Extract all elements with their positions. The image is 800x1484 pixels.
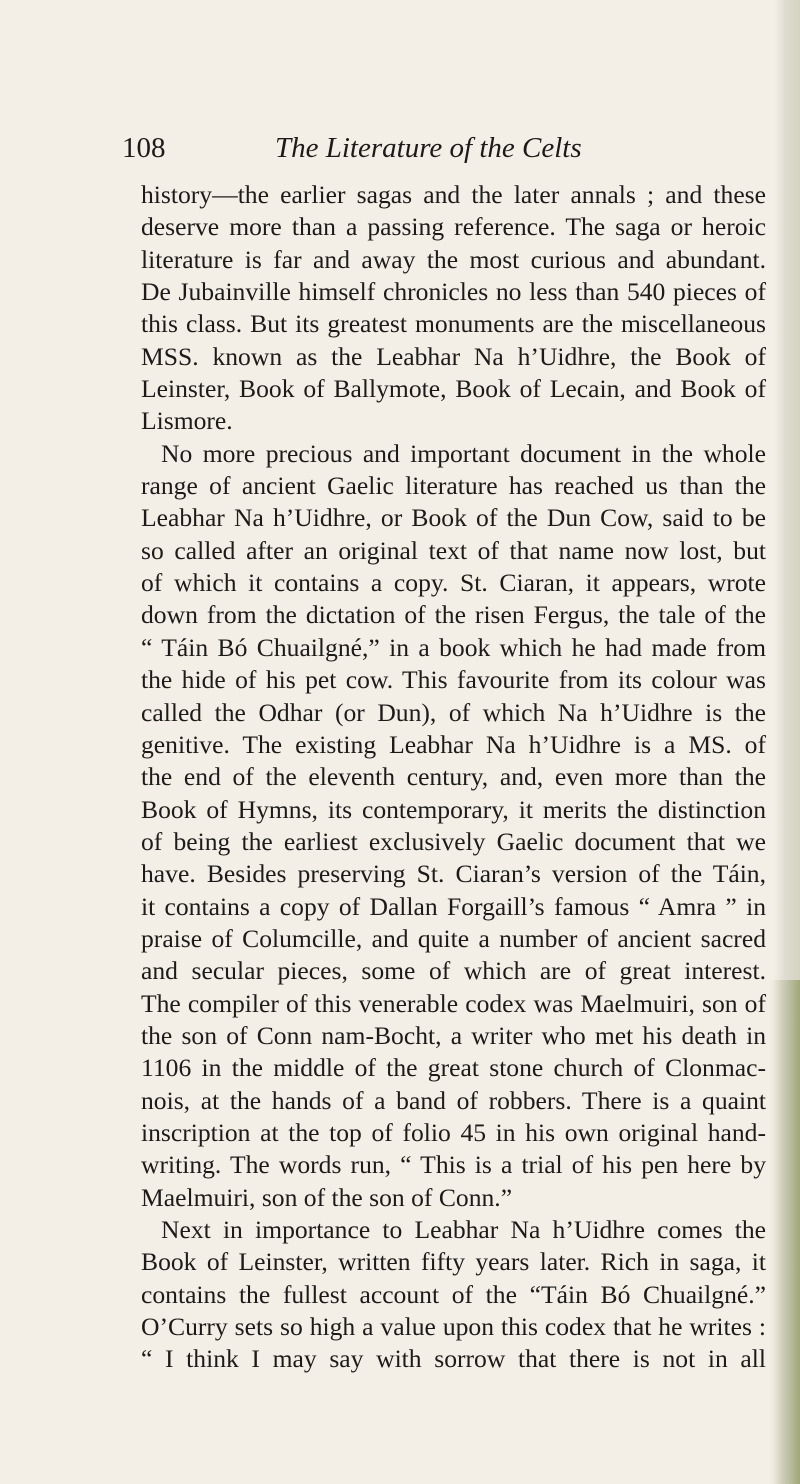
text-line: The compiler of this venerable codex was Maelmuiri, son of	[141, 988, 766, 1018]
text-line: have. Besides preserving St. Ciaran’s version of the Táin,	[141, 859, 766, 889]
text-line: Leinster, Book of Ballymote, Book of Lecain, and Book of	[141, 374, 766, 404]
text-line: nois, at the hands of a band of robbers. There is a quaint	[141, 1085, 766, 1115]
text-line: the end of the eleventh century, and, even more than the	[141, 762, 766, 792]
text-line: called the Odhar (or Dun), of which Na h’Uidhre is the	[141, 697, 766, 727]
text-line: praise of Columcille, and quite a number of ancient sacred	[141, 923, 766, 953]
text-line: of being the earliest exclusively Gaelic document that we	[141, 826, 766, 856]
text-line: so called after an original text of that name now lost, but	[141, 535, 766, 565]
text-line: contains the fullest account of the “Táin Bó Chuailgné.”	[141, 1279, 766, 1309]
text-line: range of ancient Gaelic literature has reached us than the	[141, 471, 766, 501]
text-line: “ Táin Bó Chuailgné,” in a book which he had made from	[141, 632, 766, 662]
text-line: the son of Conn nam-Bocht, a writer who met his death in	[141, 1020, 766, 1050]
text-line: it contains a copy of Dallan Forgaill’s famous “ Amra ” in	[141, 891, 766, 921]
running-title: The Literature of the Celts	[275, 132, 582, 164]
text-line: “ I think I may say with sorrow that there is not in all	[141, 1344, 766, 1374]
text-line: O’Curry sets so high a value upon this codex that he writes :	[141, 1312, 766, 1342]
text-line: 1106 in the middle of the great stone church of Clonmac-	[141, 1053, 766, 1083]
text-line: inscription at the top of folio 45 in his own original hand-	[141, 1117, 766, 1147]
text-line: MSS. known as the Leabhar Na h’Uidhre, the Book of	[141, 341, 766, 371]
text-line: this class. But its greatest monuments are the miscellaneous	[141, 309, 766, 339]
text-line: genitive. The existing Leabhar Na h’Uidhre is a MS. of	[141, 729, 766, 759]
text-line: Maelmuiri, son of the son of Conn.”	[141, 1182, 513, 1212]
text-line: Next in importance to Leabhar Na h’Uidhre comes the	[161, 1215, 766, 1244]
text-line: Lismore.	[141, 406, 233, 436]
text-line: history—the earlier sagas and the later annals ; and these	[141, 180, 766, 209]
text-line: De Jubainville himself chronicles no less than 540 pieces of	[141, 277, 766, 307]
text-line: Book of Leinster, written fifty years later. Rich in saga, it	[141, 1247, 766, 1277]
page-edge-stain	[770, 980, 800, 1484]
text-line: and secular pieces, some of which are of great interest.	[141, 956, 766, 986]
text-line: down from the dictation of the risen Fergus, the tale of the	[141, 600, 766, 630]
text-line: literature is far and away the most curious and abundant.	[141, 244, 766, 274]
text-line: No more precious and important document in the whole	[161, 438, 766, 468]
text-line: writing. The words run, “ This is a trial of his pen here by	[141, 1150, 766, 1180]
text-line: of which it contains a copy. St. Ciaran, it appears, wrote	[141, 568, 766, 598]
page-header	[122, 128, 762, 176]
text-line: Leabhar Na h’Uidhre, or Book of the Dun Cow, said to be	[141, 503, 766, 533]
page-number: 108	[122, 132, 166, 164]
text-line: Book of Hymns, its contemporary, it merits the distinction	[141, 794, 766, 824]
text-line: the hide of his pet cow. This favourite from its colour was	[141, 665, 766, 695]
text-line: deserve more than a passing reference. The saga or heroic	[141, 212, 766, 242]
body-text	[141, 179, 766, 1376]
